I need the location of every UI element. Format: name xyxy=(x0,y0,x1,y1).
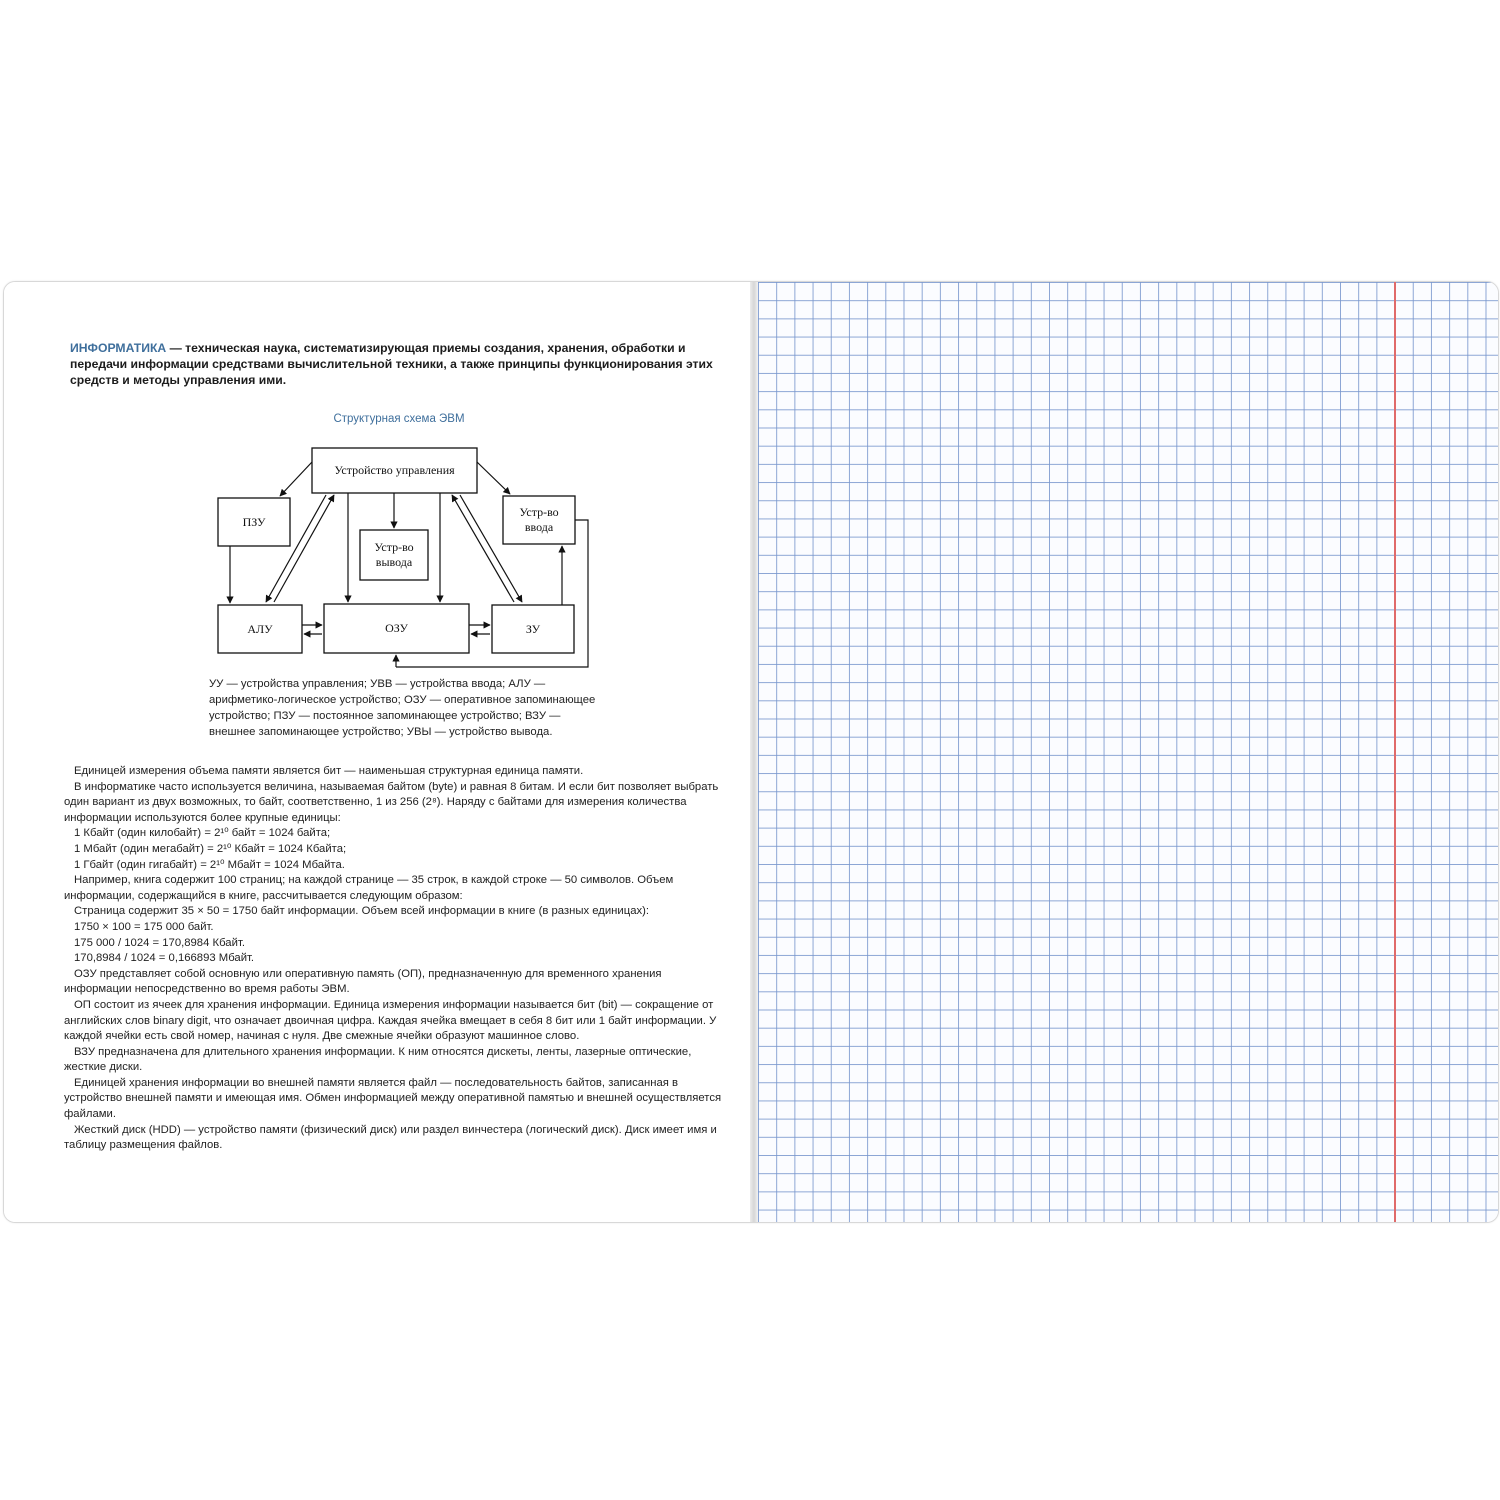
intro-definition xyxy=(70,340,730,388)
notebook-spread xyxy=(3,281,1499,1223)
paragraph: Единицей измерения объема памяти является бит — наименьшая структурная единица памяти. xyxy=(74,765,584,777)
intro-text: — техническая наука, систематизирующая приемы создания, хранения, обработки и передачи информации средствами вычислительной техники, а также принципы функционирования этих средств и методы управления ими. xyxy=(70,341,713,387)
paragraph: ОП состоит из ячеек для хранения информации. Единица измерения информации называется бит (bit) — сокращение от английских слов binary digit, что означает двоичная цифра. Каждая ячейка вмещает в себя 8 бит или 1 байт информации. У каждой ячейки есть свой номер, начиная с нуля. Две смежные ячейки образуют машинное слово. xyxy=(64,998,717,1043)
paragraph: 1 Мбайт (один мегабайт) = 2¹⁰ Кбайт = 1024 Кбайта; xyxy=(74,842,347,855)
control-unit-label: Устройство управления xyxy=(334,463,455,477)
paragraph: 175 000 / 1024 = 170,8984 Кбайт. xyxy=(74,936,245,949)
red-margin-line xyxy=(1394,282,1396,1222)
paragraph: 170,8984 / 1024 = 0,166893 Мбайт. xyxy=(74,952,255,965)
paragraph: ВЗУ предназначена для длительного хранения информации. К ним относятся дискеты, ленты, лазерные оптические, жесткие диски. xyxy=(64,1045,692,1074)
computer-structure-diagram xyxy=(204,442,594,672)
paragraph: 1 Кбайт (один килобайт) = 2¹⁰ байт = 1024 байта; xyxy=(74,827,331,840)
rom-label: ПЗУ xyxy=(242,514,266,529)
paragraph: В информатике часто используется величина, называемая байтом (byte) и равная 8 битам. И если бит позволяет выбрать один вариант из двух возможных, то байт, соответственно, 1 из 256 (2⁸). Наряду с байтами для измерения количества информации используются более крупные единицы: xyxy=(64,780,719,824)
intro-term: ИНФОРМАТИКА xyxy=(70,341,167,355)
paragraph: Например, книга содержит 100 страниц; на каждой странице — 35 строк, в каждой строке — 50 символов. Объем информации, содержащийся в книге, рассчитывается следующим образом: xyxy=(64,874,674,902)
paragraph: 1750 × 100 = 175 000 байт. xyxy=(74,920,214,933)
storage-label: ЗУ xyxy=(525,621,541,636)
paragraph: Страница содержит 35 × 50 = 1750 байт информации. Объем всей информации в книге (в разных единицах): xyxy=(74,905,650,918)
grid-page xyxy=(758,282,1498,1222)
paragraph: ОЗУ представляет собой основную или оперативную память (ОП), предназначенную для временного хранения информации непосредственно во время работы ЭВМ. xyxy=(64,967,662,996)
diagram-legend: УУ — устройства управления; УВВ — устройства ввода; АЛУ — арифметико-логическое устройство; ОЗУ — оперативное запоминающее устройство; ПЗУ — постоянное запоминающее устройство; ВЗУ — внешнее запоминающее устройство; УВЫ — устройство вывода. xyxy=(209,678,596,738)
paragraph: Жесткий диск (HDD) — устройство памяти (физический диск) или раздел винчестера (логический диск). Диск имеет имя и таблицу размещения файлов. xyxy=(64,1123,717,1152)
output-device-label: Устр-во вывода xyxy=(374,540,414,569)
left-page xyxy=(4,282,752,1222)
notebook-gutter xyxy=(750,282,758,1222)
diagram-title: Структурная схема ЭВМ xyxy=(333,413,465,425)
ram-label: ОЗУ xyxy=(385,621,408,635)
paragraph: Единицей хранения информации во внешней памяти является файл — последовательность байтов, записанная в устройство внешней памяти и имеющая имя. Обмен информацией между оперативной памятью и внешней осуществляется файлами. xyxy=(64,1076,722,1121)
input-device-label: Устр-во ввода xyxy=(519,505,559,534)
body-text xyxy=(64,764,729,1154)
alu-label: АЛУ xyxy=(247,621,273,636)
paragraph: 1 Гбайт (один гигабайт) = 2¹⁰ Мбайт = 1024 Мбайта. xyxy=(74,858,345,871)
